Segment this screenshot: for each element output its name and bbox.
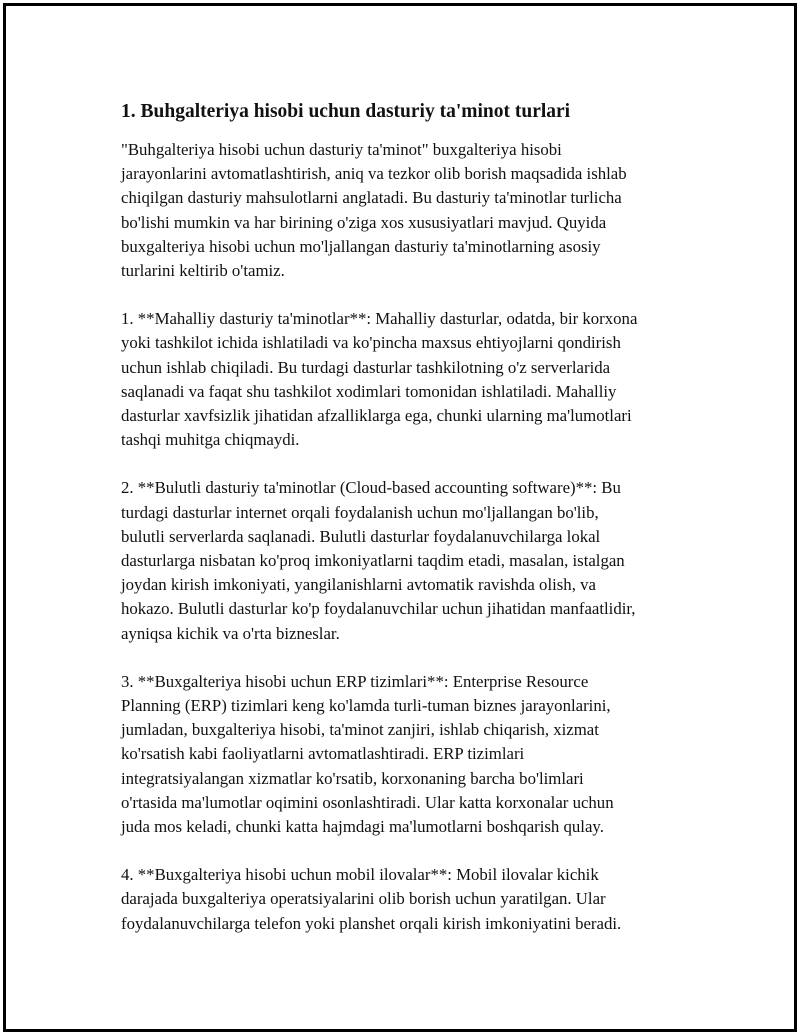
mobile-apps-paragraph: 4. **Buxgalteriya hisobi uchun mobil ilovalar**: Mobil ilovalar kichik darajada buxgalteriya operatsiyalarini olib borish uchun yaratilgan. Ular foydalanuvchilarga telefon yoki planshet orqali kirish imkoniyatini beradi. [121, 865, 622, 933]
document-body [121, 98, 701, 960]
cloud-software-paragraph: 2. **Bulutli dasturiy ta'minotlar (Cloud-based accounting software)**: Bu turdagi dasturlar internet orqali foydalanish uchun mo'ljallangan bo'lib, bulutli serverlarda saqlanadi. Bulutli dasturlar foydalanuvchilarga lokal dasturlarga nisbatan ko'proq imkoniyatlarni taqdim etadi, masalan, istalgan joydan kirish imkoniyati, yangilanishlarni avtomatik ravishda olish, va hokazo. Bulutli dasturlar ko'p foydalanuvchilar uchun jihatidan manfaatlidir, ayniqsa kichik va o'rta bizneslar. [121, 478, 636, 643]
document-title: 1. Buhgalteriya hisobi uchun dasturiy ta'minot turlari [121, 101, 571, 122]
erp-systems-paragraph: 3. **Buxgalteriya hisobi uchun ERP tizimlari**: Enterprise Resource Planning (ERP) tizimlari keng ko'lamda turli-tuman biznes jarayonlarini, jumladan, buxgalteriya hisobi, ta'minot zanjiri, ishlab chiqarish, xizmat ko'rsatish kabi faoliyatlarni avtomatlashtiradi. ERP tizimlari integratsiyalangan xizmatlar ko'rsatib, korxonaning barcha bo'limlari o'rtasida ma'lumotlar oqimini osonlashtiradi. Ular katta korxonalar uchun juda mos keladi, chunki katta hajmdagi ma'lumotlarni boshqarish qulay. [121, 671, 614, 837]
intro-paragraph: "Buhgalteriya hisobi uchun dasturiy ta'minot" buxgalteriya hisobi jarayonlarini avtomatlashtirish, aniq va tezkor olib borish maqsadida ishlab chiqilgan dasturiy mahsulotlarni anglatadi. Bu dasturiy ta'minotlar turlicha bo'lishi mumkin va har birining o'ziga xos xususiyatlari mavjud. Quyida buxgalteriya hisobi uchun mo'ljallangan dasturiy ta'minotlarning asosiy turlarini keltirib o'tamiz. [121, 140, 627, 281]
page-frame [3, 3, 797, 1032]
local-software-paragraph: 1. **Mahalliy dasturiy ta'minotlar**: Mahalliy dasturlar, odatda, bir korxona yoki tashkilot ichida ishlatiladi va ko'pincha maxsus ehtiyojlarni qondirish uchun ishlab chiqiladi. Bu turdagi dasturlar tashkilotning o'z serverlarida saqlanadi va faqat shu tashkilot xodimlari tomonidan ishlatiladi. Mahalliy dasturlar xavfsizlik jihatidan afzalliklarga ega, chunki ularning ma'lumotlari tashqi muhitga chiqmaydi. [121, 309, 638, 450]
